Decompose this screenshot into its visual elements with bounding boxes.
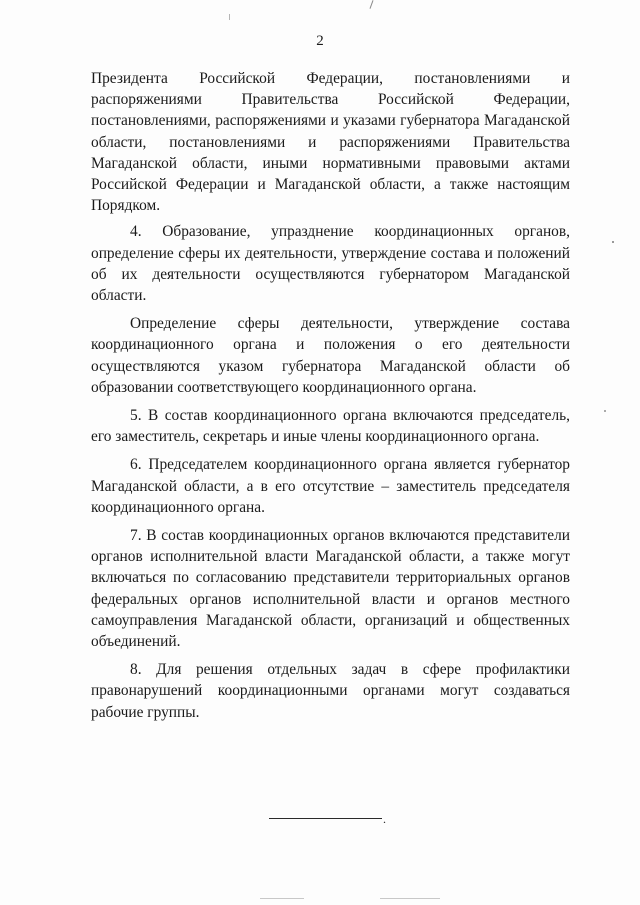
document-body	[91, 68, 570, 723]
paragraph-item-7: 7. В состав координационных органов включаются представители органов исполнительной власти Магаданской области, а также могут включаться по согласованию представители территориальных органов федеральных органов исполнительной власти и органов местного самоуправления Магаданской области, организаций и общественных объединений.	[91, 527, 570, 651]
paragraph-item-6: 6. Председателем координационного органа является губернатор Магаданской области, а в его отсутствие – заместитель председателя координационного органа.	[91, 456, 570, 516]
end-of-document-dot: .	[383, 812, 386, 826]
scan-artifact-mark	[612, 241, 614, 243]
scan-artifact-mark	[369, 0, 373, 9]
scan-artifact-mark	[380, 898, 440, 899]
paragraph-definition: Определение сферы деятельности, утверждение состава координационного органа и положения о его деятельности осуществляются указом губернатора Магаданской области об образовании соответствующего координационного органа.	[91, 315, 570, 396]
paragraph-continuation: Президента Российской Федерации, постановлениями и распоряжениями Правительства Российской Федерации, постановлениями, распоряжениями и указами губернатора Магаданской области, постановлениями и распоряжениями Правительства Магаданской области, иными нормативными правовыми актами Российской Федерации и Магаданской области, а также настоящим Порядком.	[91, 70, 570, 215]
end-of-document-rule	[269, 818, 382, 819]
paragraph-item-8: 8. Для решения отдельных задач в сфере профилактики правонарушений координационными органами могут создаваться рабочие группы.	[91, 661, 570, 721]
page-number: 2	[316, 33, 324, 49]
paragraph-item-4: 4. Образование, упразднение координационных органов, определение сферы их деятельности, утверждение состава и положений об их деятельности осуществляются губернатором Магаданской области.	[91, 223, 570, 305]
scan-artifact-mark	[604, 410, 606, 412]
scan-artifact-mark	[229, 14, 230, 20]
scan-artifact-mark	[260, 898, 304, 899]
paragraph-item-5: 5. В состав координационного органа включаются председатель, его заместитель, секретарь и иные члены координационного органа.	[91, 407, 570, 446]
